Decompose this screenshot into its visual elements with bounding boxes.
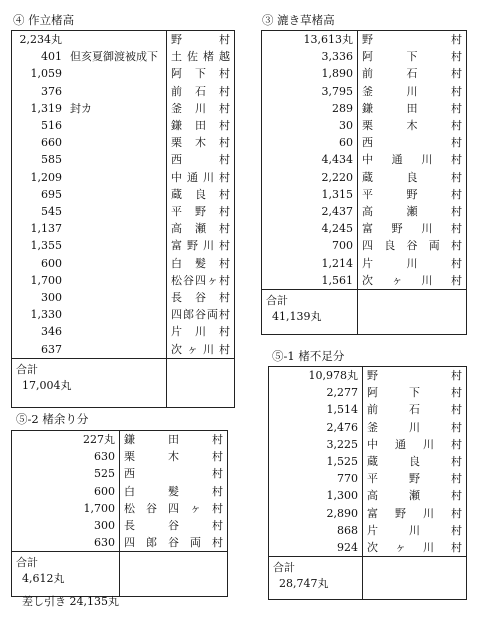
- table-row: [269, 539, 467, 557]
- value-text: 1,330: [30, 308, 62, 322]
- table-row: [262, 31, 467, 49]
- table-row: [262, 203, 467, 220]
- value-cell: 4,245: [262, 220, 358, 237]
- note-text: 封カ: [70, 101, 92, 115]
- value-cell: 4,434: [262, 151, 358, 168]
- table-row: [269, 436, 467, 453]
- place-cell: 高 瀬 村: [362, 205, 462, 219]
- section5-2-rows: [12, 431, 228, 552]
- table-row: [269, 522, 467, 539]
- table-row: [12, 237, 235, 254]
- place-cell: 阿 下 村: [362, 50, 462, 64]
- place-cell: 高 瀬 村: [171, 222, 230, 236]
- place-cell: 四郎谷両村: [171, 308, 230, 322]
- table-row: [12, 100, 235, 117]
- section5-1-total-row: [269, 557, 467, 600]
- table-row: [269, 470, 467, 487]
- place-cell: 釜 川 村: [171, 101, 230, 115]
- place-cell: 阿 下 村: [171, 67, 230, 81]
- value-text: 300: [41, 291, 62, 305]
- section5-2-title: ⑤-2 楮余り分: [16, 412, 89, 426]
- value-cell: 3,795: [262, 83, 358, 100]
- place-cell: 野 村: [367, 369, 462, 382]
- place-cell: 鎌 田 村: [362, 101, 462, 115]
- value-cell: 30: [262, 117, 358, 134]
- section3-total-value: 41,139丸: [272, 310, 322, 324]
- value-cell: 13,613丸: [262, 31, 358, 49]
- value-text: 401: [41, 50, 62, 64]
- table-row: [269, 487, 467, 504]
- table-row: [12, 534, 228, 552]
- place-cell: 阿 下 村: [367, 386, 462, 400]
- place-cell: 白 髪 村: [171, 256, 230, 270]
- value-cell: 2,437: [262, 203, 358, 220]
- value-cell: 10,978丸: [269, 367, 363, 385]
- table-row: [12, 431, 228, 449]
- table-row: [269, 419, 467, 436]
- section5-1-table: [268, 366, 467, 600]
- place-cell: 蔵 良 村: [171, 187, 230, 201]
- value-cell: 525: [12, 465, 120, 482]
- section3-table: [261, 30, 467, 335]
- table-row: [262, 83, 467, 100]
- place-cell: 蔵 良 村: [362, 170, 462, 184]
- value-text: 695: [41, 187, 62, 201]
- value-cell: [12, 117, 167, 134]
- section4-rows: [12, 31, 235, 359]
- table-row: [12, 31, 235, 49]
- value-text: 1,209: [30, 170, 62, 184]
- value-cell: [12, 203, 167, 220]
- place-cell: 前 石 村: [367, 403, 462, 417]
- value-cell: 1,300: [269, 487, 363, 504]
- place-cell: 四 郎 谷 両 村: [124, 536, 223, 550]
- table-row: [269, 401, 467, 418]
- place-cell: 中 通 川 村: [362, 153, 462, 167]
- table-row: [262, 220, 467, 237]
- table-row: [12, 220, 235, 237]
- table-row: [262, 100, 467, 117]
- place-cell: 松谷四ヶ村: [171, 273, 230, 287]
- value-cell: [12, 341, 167, 359]
- value-cell: 2,476: [269, 419, 363, 436]
- value-cell: [12, 83, 167, 100]
- place-cell: 西 村: [124, 467, 223, 481]
- place-cell: 釜 川 村: [367, 420, 462, 434]
- section3-title: ③ 漉き草楮高: [262, 13, 335, 27]
- value-text: 1,319: [30, 101, 62, 115]
- value-cell: [12, 151, 167, 168]
- place-cell: 釜 川 村: [362, 84, 462, 98]
- section3-total-label: 合計: [266, 294, 288, 308]
- value-cell: 1,514: [269, 401, 363, 418]
- table-row: [12, 134, 235, 151]
- value-cell: 1,700: [12, 500, 120, 517]
- value-cell: [12, 31, 167, 49]
- table-row: [262, 65, 467, 82]
- value-cell: 2,220: [262, 169, 358, 186]
- section4-total-label: 合計: [16, 362, 38, 376]
- value-cell: 924: [269, 539, 363, 557]
- place-cell: 高 瀬 村: [367, 489, 462, 503]
- section5-2-table: [11, 430, 228, 597]
- place-cell: 中 通 川 村: [367, 437, 462, 451]
- place-cell: 土佐楮越: [171, 50, 230, 64]
- value-cell: 700: [262, 237, 358, 254]
- place-cell: 中 通 川 村: [171, 170, 230, 184]
- value-cell: 60: [262, 134, 358, 151]
- value-cell: [12, 255, 167, 272]
- section4-title: ④ 作立楮高: [13, 13, 75, 27]
- section3-rows: [262, 31, 467, 290]
- place-cell: 次 ヶ 川 村: [362, 273, 462, 287]
- value-text: 1,137: [30, 222, 62, 236]
- table-row: [12, 169, 235, 186]
- table-row: [12, 65, 235, 82]
- table-row: [262, 255, 467, 272]
- value-cell: [12, 169, 167, 186]
- place-cell: 前 石 村: [362, 67, 462, 81]
- table-row: [12, 289, 235, 306]
- value-cell: [12, 100, 167, 117]
- place-cell: 平 野 村: [362, 187, 462, 201]
- table-row: [12, 341, 235, 359]
- place-cell: 西 村: [362, 136, 462, 150]
- table-row: [12, 186, 235, 203]
- place-cell: 栗 木 村: [171, 136, 230, 150]
- value-cell: [12, 48, 167, 65]
- place-cell: 平 野 村: [367, 472, 462, 486]
- section5-1-total-value: 28,747丸: [279, 577, 329, 591]
- table-row: [12, 117, 235, 134]
- place-cell: 栗 木 村: [362, 119, 462, 133]
- value-cell: 868: [269, 522, 363, 539]
- section4-total-row: [12, 358, 235, 407]
- table-row: [12, 483, 228, 500]
- section5-1-title: ⑤-1 楮不足分: [272, 349, 345, 363]
- table-row: [262, 169, 467, 186]
- value-cell: 600: [12, 483, 120, 500]
- value-cell: 1,890: [262, 65, 358, 82]
- table-row: [12, 48, 235, 65]
- table-row: [262, 134, 467, 151]
- table-row: [262, 117, 467, 134]
- value-cell: 1,315: [262, 186, 358, 203]
- section3-total-row: [262, 290, 467, 335]
- section5-2-total-value: 4,612丸: [22, 572, 65, 586]
- table-row: [12, 306, 235, 323]
- value-cell: [12, 220, 167, 237]
- place-cell: 四 良 谷 両 村: [362, 239, 462, 253]
- difference-note: 差し引き 24,135丸: [22, 595, 119, 608]
- place-cell: 片 川 村: [171, 325, 230, 339]
- place-cell: 富 野 川 村: [367, 506, 462, 520]
- section5-1-total-label: 合計: [273, 561, 295, 575]
- value-cell: [12, 134, 167, 151]
- value-text: 346: [41, 325, 62, 339]
- value-cell: 1,525: [269, 453, 363, 470]
- value-text: 1,355: [30, 239, 62, 253]
- place-cell: 鎌 田 村: [171, 119, 230, 133]
- place-cell: 平 野 村: [171, 205, 230, 219]
- value-cell: [12, 186, 167, 203]
- place-cell: 西 村: [171, 153, 230, 167]
- place-cell: 野 村: [362, 33, 462, 46]
- value-text: 545: [41, 205, 62, 219]
- note-text: 但亥夏御渡被成下: [70, 50, 158, 64]
- value-text: 660: [41, 136, 62, 150]
- section5-1-rows: [269, 367, 467, 557]
- place-cell: 富 野 川 村: [362, 222, 462, 236]
- place-cell: 富 野 川 村: [171, 239, 230, 253]
- value-cell: 2,277: [269, 384, 363, 401]
- value-cell: 630: [12, 448, 120, 465]
- value-text: 1,700: [30, 273, 62, 287]
- section4-table: [11, 30, 235, 408]
- table-row: [12, 151, 235, 168]
- table-row: [269, 453, 467, 470]
- place-cell: 次 ヶ 川 村: [367, 541, 462, 555]
- value-cell: [12, 306, 167, 323]
- place-cell: 栗 木 村: [124, 450, 223, 464]
- table-row: [262, 272, 467, 290]
- table-row: [262, 48, 467, 65]
- section5-2-total-label: 合計: [16, 556, 38, 570]
- value-cell: 3,225: [269, 436, 363, 453]
- place-cell: 野 村: [171, 33, 230, 46]
- table-row: [262, 237, 467, 254]
- place-cell: 次 ヶ 川 村: [171, 342, 230, 356]
- table-row: [262, 186, 467, 203]
- value-cell: 2,890: [269, 505, 363, 522]
- place-cell: 長 谷 村: [124, 519, 223, 533]
- value-text: 637: [41, 342, 62, 356]
- place-cell: 白 髪 村: [124, 484, 223, 498]
- value-cell: 630: [12, 534, 120, 552]
- place-cell: 松 谷 四 ヶ 村: [124, 501, 223, 515]
- place-cell: 鎌 田 村: [124, 433, 223, 446]
- table-row: [12, 255, 235, 272]
- value-cell: 1,214: [262, 255, 358, 272]
- table-row: [12, 323, 235, 340]
- value-text: 1,059: [30, 67, 62, 81]
- table-row: [12, 465, 228, 482]
- table-row: [269, 367, 467, 385]
- value-text: 2,234丸: [19, 33, 62, 46]
- value-cell: 770: [269, 470, 363, 487]
- table-row: [269, 384, 467, 401]
- value-text: 376: [41, 84, 62, 98]
- value-cell: 300: [12, 517, 120, 534]
- place-cell: 長 谷 村: [171, 291, 230, 305]
- section4-total-value: 17,004丸: [22, 378, 72, 392]
- place-cell: 前 石 村: [171, 84, 230, 98]
- value-cell: [12, 237, 167, 254]
- table-row: [12, 448, 228, 465]
- table-row: [12, 83, 235, 100]
- table-row: [269, 505, 467, 522]
- value-text: 585: [41, 153, 62, 167]
- value-cell: 289: [262, 100, 358, 117]
- value-cell: [12, 272, 167, 289]
- place-cell: 片 川 村: [367, 523, 462, 537]
- table-row: [262, 151, 467, 168]
- place-cell: 片 川 村: [362, 256, 462, 270]
- value-cell: [12, 289, 167, 306]
- place-cell: 蔵 良 村: [367, 455, 462, 469]
- section5-2-total-row: [12, 552, 228, 597]
- value-cell: 1,561: [262, 272, 358, 290]
- value-cell: [12, 65, 167, 82]
- value-cell: 3,336: [262, 48, 358, 65]
- table-row: [12, 517, 228, 534]
- value-cell: 227丸: [12, 431, 120, 449]
- value-cell: [12, 323, 167, 340]
- value-text: 600: [41, 256, 62, 270]
- table-row: [12, 272, 235, 289]
- table-row: [12, 500, 228, 517]
- value-text: 516: [41, 119, 62, 133]
- table-row: [12, 203, 235, 220]
